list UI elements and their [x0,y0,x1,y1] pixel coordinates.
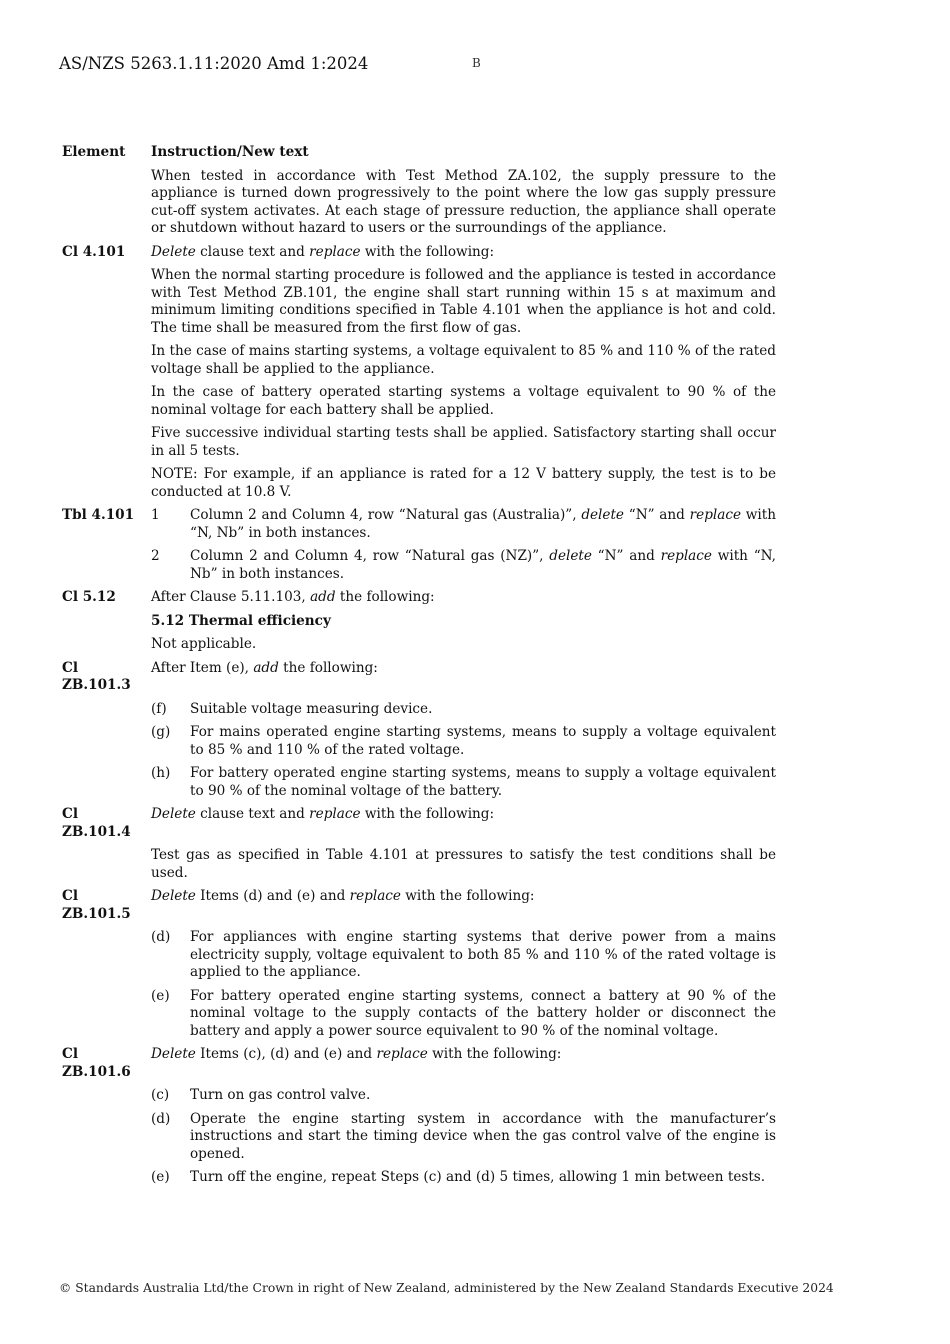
instruction: Delete Items (d) and (e) and replace with the following: [151,888,535,904]
amendment-table [62,144,776,1193]
item-text: For battery operated engine starting systems, connect a battery at 90 % of the nominal voltage to the supply contacts of the battery holder or disconnect the battery and apply a power source equivalent to 90 % of the nominal voltage. [190,987,776,1039]
paragraph: Five successive individual starting tests shall be applied. Satisfactory starting shall occur in all 5 tests. [151,425,776,459]
column-header-element: Element [62,144,126,160]
column-header-instruction: Instruction/New text [151,144,309,160]
item-label: (f) [151,700,167,717]
item-text: For appliances with engine starting systems that derive power from a mains electricity supply, voltage equivalent to both 85 % and 110 % of the rated voltage is applied to the appliance. [190,929,776,980]
list-item [151,548,776,583]
copyright-footer: © Standards Australia Ltd/the Crown in right of New Zealand, administered by the New Zealand Standards Executive 2024 [59,1281,834,1295]
list-item [151,1111,776,1164]
paragraph: In the case of mains starting systems, a voltage equivalent to 85 % and 110 % of the rated voltage shall be applied to the appliance. [151,343,776,377]
item-label: (c) [151,1087,170,1103]
item-text: Turn off the engine, repeat Steps (c) and (d) 5 times, allowing 1 min between tests. [190,1169,766,1185]
item-label: 2 [151,548,160,564]
list-item [151,507,776,542]
item-label: 1 [151,507,160,523]
list-item [151,929,776,982]
paragraph: Test gas as specified in Table 4.101 at pressures to satisfy the test conditions shall be used. [151,847,776,881]
table-header-row [62,144,776,162]
element-label: Cl 5.12 [62,589,116,605]
item-text: Suitable voltage measuring device. [190,700,433,717]
section-heading: 5.12 Thermal efficiency [151,612,331,629]
note: NOTE: For example, if an appliance is rated for a 12 V battery supply, the test is to be conducted at 10.8 V. [151,466,776,500]
element-label: Cl ZB.101.6 [62,1046,131,1080]
item-label: (d) [151,929,171,945]
amendment-row-cl-4-101 [62,244,776,262]
list-item [151,765,776,800]
intro-paragraph: When tested in accordance with Test Method ZA.102, the supply pressure to the appliance is turned down progressively to the point where the low gas supply pressure cut-off system activates. At each stage of pressure reduction, the appliance shall operate or shutdown without hazard to users or the surroundings of the appliance. [151,167,776,236]
instruction: Delete Items (c), (d) and (e) and replace with the following: [151,1046,562,1062]
item-label: (e) [151,1169,170,1185]
list-item [151,988,776,1041]
item-label: (h) [151,765,171,781]
item-label: (g) [151,724,171,740]
list-item [151,701,776,719]
element-label: Cl ZB.101.5 [62,888,131,922]
instruction: After Clause 5.11.103, add the following: [151,589,435,605]
paragraph: In the case of battery operated starting systems a voltage equivalent to 90 % of the nominal voltage for each battery shall be applied. [151,384,776,418]
list-item [151,1087,776,1105]
amendment-row-cl-zb-101-4 [62,806,776,841]
paragraph: When the normal starting procedure is followed and the appliance is tested in accordance with Test Method ZB.101, the engine shall start running within 15 s at maximum and minimum limiting conditions specified in Table 4.101 when the appliance is hot and cold. The time shall be measured from the first flow of gas. [151,267,776,336]
paragraph: Not applicable. [151,636,257,652]
amendment-row-cl-zb-101-3 [62,660,776,695]
item-text: For mains operated engine starting systems, means to supply a voltage equivalent to 85 % and 110 % of the rated voltage. [190,724,776,758]
element-label: Cl 4.101 [62,243,126,260]
item-label: (e) [151,987,170,1004]
amendment-row-cl-5-12 [62,589,776,607]
item-text: Operate the engine starting system in accordance with the manufacturer’s instructions and start the timing device when the gas control valve of the engine is opened. [190,1110,776,1162]
instruction: After Item (e), add the following: [151,659,378,676]
item-text: For battery operated engine starting systems, means to supply a voltage equivalent to 90 % of the nominal voltage of the battery. [190,765,776,799]
item-label: (d) [151,1110,171,1127]
item-text: Column 2 and Column 4, row “Natural gas (NZ)”, delete “N” and replace with “N, Nb” in both instances. [190,548,776,582]
amendment-row-tbl-4-101 [62,507,776,542]
instruction: Delete clause text and replace with the following: [151,806,495,822]
element-label: Tbl 4.101 [62,507,135,523]
list-item [151,1169,776,1187]
item-text: Turn on gas control valve. [190,1087,371,1103]
item-text: Column 2 and Column 4, row “Natural gas (Australia)”, delete “N” and replace with “N, Nb” in both instances. [190,507,776,541]
instruction: Delete clause text and replace with the following: [151,243,495,260]
element-label: Cl ZB.101.4 [62,806,131,840]
amendment-row-cl-zb-101-6 [62,1046,776,1081]
amendment-row-cl-zb-101-5 [62,888,776,923]
list-item [151,724,776,759]
document-title: AS/NZS 5263.1.11:2020 Amd 1:2024 [59,54,369,73]
page-mark: B [472,56,481,70]
element-label: Cl ZB.101.3 [62,659,131,693]
